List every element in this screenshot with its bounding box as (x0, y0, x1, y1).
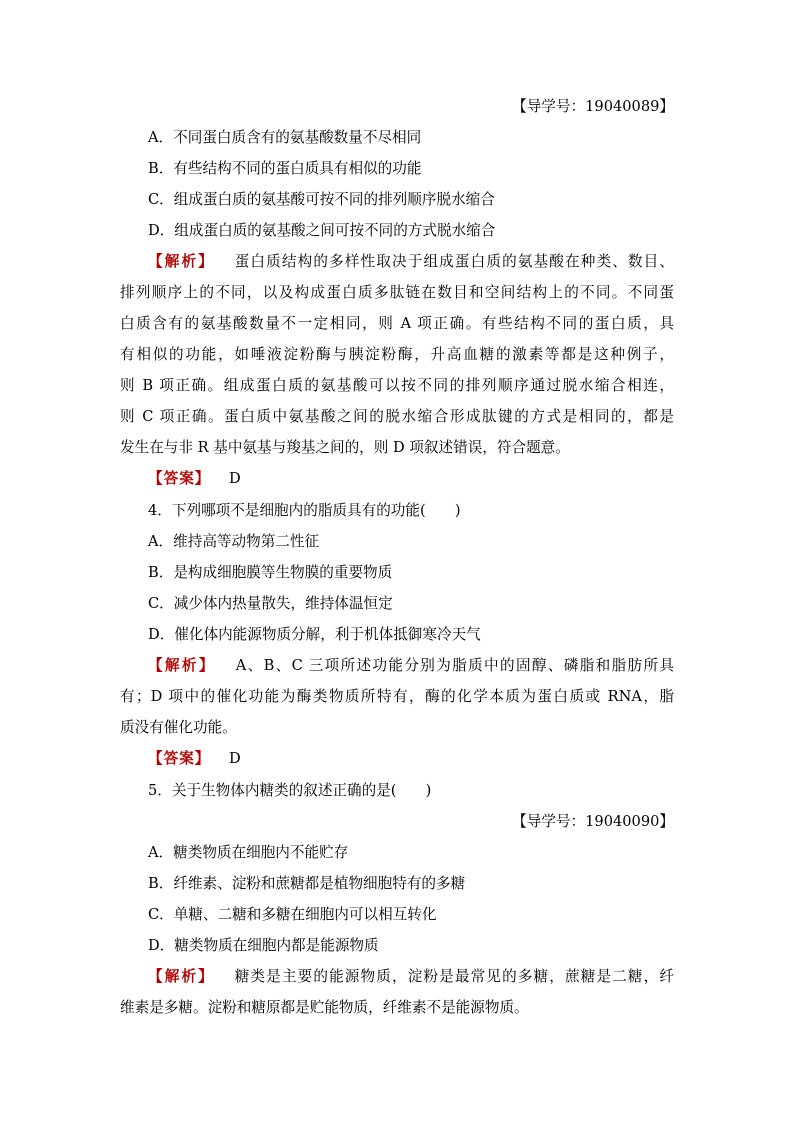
answer-tag: 【答案】 (148, 470, 211, 487)
analysis-line (148, 657, 674, 675)
analysis-tag: 【解析】 (148, 968, 215, 985)
option-d: D．糖类物质在细胞内都是能源物质 (148, 937, 379, 954)
answer-line (148, 750, 674, 768)
answer-value: D (229, 750, 241, 767)
option-a: A．维持高等动物第二性征 (148, 533, 320, 550)
reference-number: 【导学号：19040089】 (512, 98, 674, 115)
question-stem: 4．下列哪项不是细胞内的脂质具有的功能( ) (148, 502, 461, 519)
option-c: C．减少体内热量散失，维持体温恒定 (148, 595, 393, 612)
option-c: C．组成蛋白质的氨基酸可按不同的排列顺序脱水缩合 (148, 191, 495, 208)
analysis-line: 则 C 项正确。蛋白质中氨基酸之间的脱水缩合形成肽键的方式是相同的，都是 (120, 408, 674, 425)
answer-value: D (229, 470, 241, 487)
option-a: A．糖类物质在细胞内不能贮存 (148, 844, 349, 861)
option-a: A．不同蛋白质含有的氨基酸数量不尽相同 (148, 129, 422, 146)
reference-number: 【导学号：19040090】 (512, 813, 674, 830)
analysis-line: 白质含有的氨基酸数量不一定相同，则 A 项正确。有些结构不同的蛋白质，具 (120, 315, 674, 332)
analysis-line: 发生在与非 R 基中氨基与羧基之间的，则 D 项叙述错误，符合题意。 (120, 439, 570, 456)
analysis-text: 糖类是主要的能源物质，淀粉是最常见的多糖，蔗糖是二糖，纤 (234, 968, 674, 985)
option-c: C．单糖、二糖和多糖在细胞内可以相互转化 (148, 906, 437, 923)
analysis-line (148, 968, 674, 986)
analysis-line: 则 B 项正确。组成蛋白质的氨基酸可以按不同的排列顺序通过脱水缩合相连， (120, 377, 674, 394)
option-d: D．组成蛋白质的氨基酸之间可按不同的方式脱水缩合 (148, 222, 496, 239)
option-b: B．有些结构不同的蛋白质具有相似的功能 (148, 160, 422, 177)
answer-line (148, 470, 674, 488)
analysis-text: 蛋白质结构的多样性取决于组成蛋白质的氨基酸在种类、数目、 (234, 253, 674, 270)
analysis-line: 有；D 项中的催化功能为酶类物质所特有，酶的化学本质为蛋白质或 RNA，脂 (120, 688, 674, 705)
analysis-tag: 【解析】 (148, 253, 215, 270)
analysis-line: 排列顺序上的不同，以及构成蛋白质多肽链在数目和空间结构上的不同。不同蛋 (120, 284, 674, 301)
analysis-line: 质没有催化功能。 (120, 719, 237, 736)
analysis-tag: 【解析】 (148, 657, 216, 674)
analysis-text: A、B、C 三项所述功能分别为脂质中的固醇、磷脂和脂肪所具 (235, 657, 674, 674)
analysis-line (148, 253, 674, 271)
option-b: B．是构成细胞膜等生物膜的重要物质 (148, 564, 393, 581)
option-b: B．纤维素、淀粉和蔗糖都是植物细胞特有的多糖 (148, 875, 466, 892)
analysis-line: 维素是多糖。淀粉和糖原都是贮能物质，纤维素不是能源物质。 (120, 999, 529, 1016)
option-d: D．催化体内能源物质分解，利于机体抵御寒冷天气 (148, 626, 481, 643)
analysis-line: 有相似的功能，如唾液淀粉酶与胰淀粉酶，升高血糖的激素等都是这种例子， (120, 346, 674, 363)
question-stem: 5．关于生物体内糖类的叙述正确的是( ) (148, 782, 432, 799)
answer-tag: 【答案】 (148, 750, 211, 767)
